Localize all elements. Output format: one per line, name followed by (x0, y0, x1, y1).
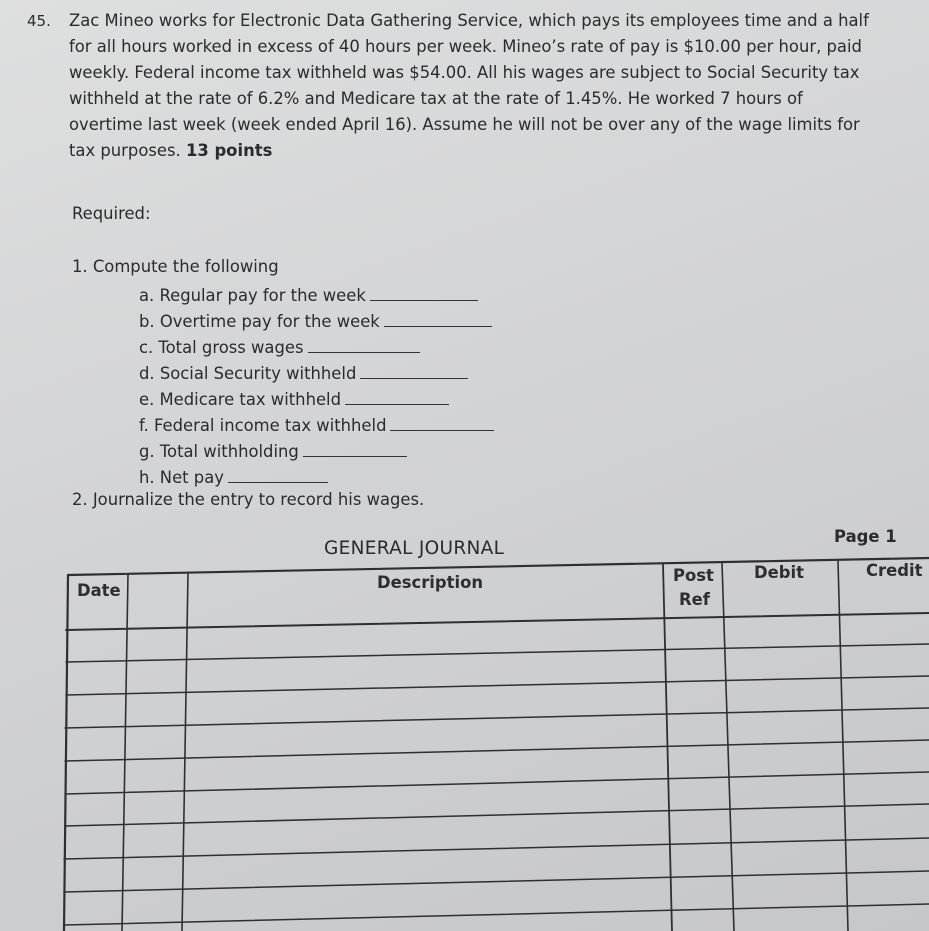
problem-line: for all hours worked in excess of 40 hours per week. Mineo’s rate of pay is $10.00 per hour, paid (69, 37, 862, 56)
journal-header-bottom (66, 613, 929, 630)
header-description: Description (377, 573, 484, 592)
journal-row-line (65, 804, 929, 826)
compute-item-label: e. Medicare tax withheld (139, 390, 342, 409)
col-sep-credit (838, 561, 848, 931)
compute-item-label: c. Total gross wages (139, 338, 304, 357)
journal-row-line (65, 708, 929, 728)
compute-item-label: g. Total withholding (139, 442, 299, 461)
problem-number: 45. (27, 12, 51, 30)
task-2-heading: 2. Journalize the entry to record his wages. (72, 490, 425, 509)
header-post: Post (673, 566, 714, 585)
header-date: Date (77, 581, 121, 600)
header-ref: Ref (679, 590, 710, 609)
problem-line: overtime last week (week ended April 16). Assume he will not be over any of the wage limits for (69, 115, 860, 134)
problem-line: Zac Mineo works for Electronic Data Gathering Service, which pays its employees time and a half (69, 11, 869, 30)
header-debit: Debit (754, 563, 804, 582)
journal-row-line (64, 904, 929, 925)
journal-row-line (66, 676, 929, 695)
compute-item-label: f. Federal income tax withheld (139, 416, 387, 435)
journal-row-line (66, 644, 929, 662)
problem-line: withheld at the rate of 6.2% and Medicare tax at the rate of 1.45%. He worked 7 hours of (69, 89, 803, 108)
task-1-heading: 1. Compute the following (72, 257, 279, 276)
journal-row-line (65, 740, 929, 761)
problem-line: tax purposes. (69, 141, 181, 160)
journal-row-line (64, 838, 929, 859)
journal-row-line (64, 871, 929, 892)
col-sep-date-inner (122, 574, 128, 931)
journal-left-border (64, 575, 68, 931)
problem-line: weekly. Federal income tax withheld was $54.00. All his wages are subject to Social Security tax (69, 63, 860, 82)
compute-item-label: h. Net pay (139, 468, 224, 487)
points-label: 13 points (185, 141, 273, 160)
header-credit: Credit (866, 561, 923, 580)
compute-item-label: a. Regular pay for the week (139, 286, 366, 305)
journal-title: GENERAL JOURNAL (324, 538, 505, 559)
compute-item-label: b. Overtime pay for the week (139, 312, 380, 331)
required-heading: Required: (72, 204, 151, 223)
page-number-label: Page 1 (834, 527, 897, 546)
journal-row-line (65, 772, 929, 794)
compute-item-label: d. Social Security withheld (139, 364, 357, 383)
